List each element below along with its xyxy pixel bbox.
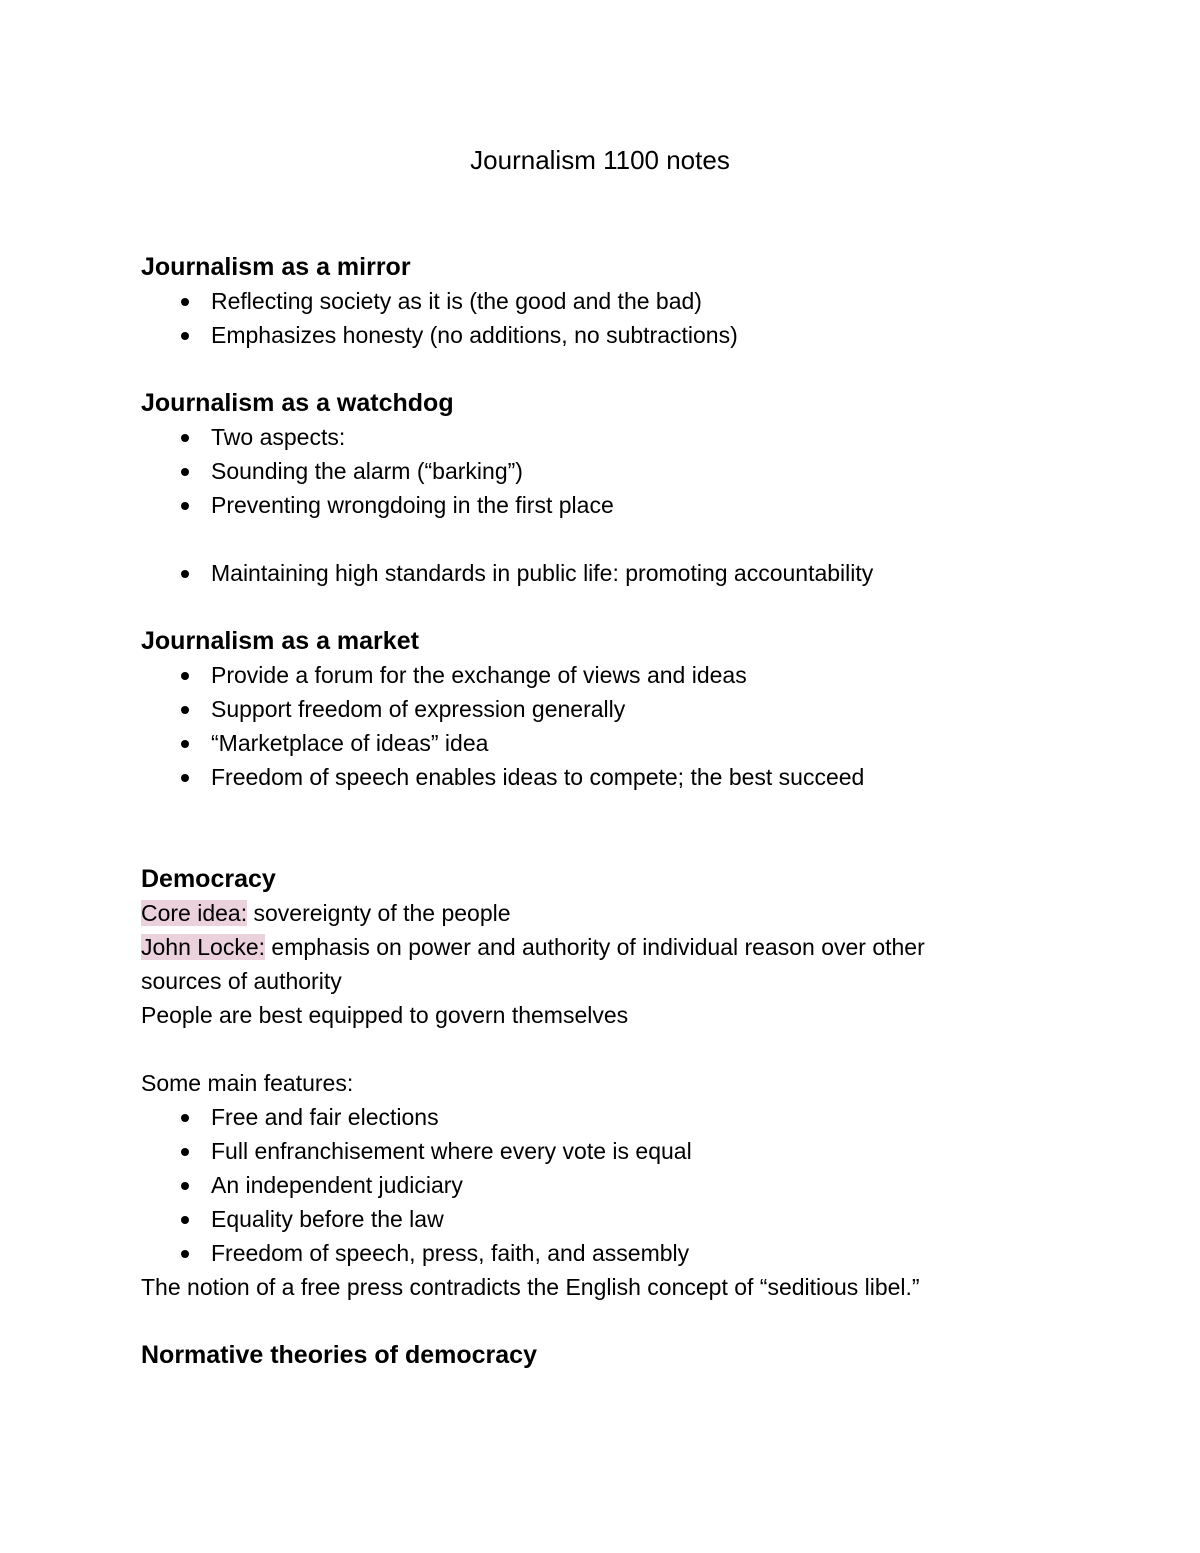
market-list bbox=[141, 658, 1041, 794]
highlighted-label: Core idea: bbox=[141, 900, 248, 926]
watchdog-list-continued bbox=[141, 556, 1041, 590]
list-item: Reflecting society as it is (the good and the bad) bbox=[141, 284, 1041, 318]
core-idea-line: Core idea: sovereignty of the people bbox=[141, 900, 511, 926]
bullet-icon bbox=[181, 1114, 189, 1122]
list-item: Freedom of speech, press, faith, and assembly bbox=[141, 1236, 1041, 1270]
bullet-icon bbox=[181, 672, 189, 680]
list-item: Preventing wrongdoing in the first place bbox=[141, 488, 1041, 522]
list-item: Sounding the alarm (“barking”) bbox=[141, 454, 1041, 488]
bullet-icon bbox=[181, 706, 189, 714]
document-body bbox=[141, 250, 1041, 1372]
people-line: People are best equipped to govern themselves bbox=[141, 1002, 629, 1028]
section-heading-watchdog: Journalism as a watchdog bbox=[141, 389, 454, 417]
section-heading-market: Journalism as a market bbox=[141, 627, 419, 655]
document-title: Journalism 1100 notes bbox=[470, 145, 730, 175]
list-item: Emphasizes honesty (no additions, no subtractions) bbox=[141, 318, 1041, 352]
john-locke-line-continued: sources of authority bbox=[141, 968, 342, 994]
list-item: Provide a forum for the exchange of views and ideas bbox=[141, 658, 1041, 692]
closing-line: The notion of a free press contradicts the English concept of “seditious libel.” bbox=[141, 1274, 920, 1300]
list-item: Freedom of speech enables ideas to compete; the best succeed bbox=[141, 760, 1041, 794]
mirror-list bbox=[141, 284, 1041, 352]
bullet-icon bbox=[181, 298, 189, 306]
section-heading-normative: Normative theories of democracy bbox=[141, 1341, 537, 1369]
bullet-icon bbox=[181, 502, 189, 510]
bullet-icon bbox=[181, 468, 189, 476]
john-locke-line: John Locke: emphasis on power and authority of individual reason over other bbox=[141, 934, 925, 960]
list-item: Full enfranchisement where every vote is equal bbox=[141, 1134, 1041, 1168]
bullet-icon bbox=[181, 1148, 189, 1156]
list-item: “Marketplace of ideas” idea bbox=[141, 726, 1041, 760]
bullet-icon bbox=[181, 434, 189, 442]
watchdog-list bbox=[141, 420, 1041, 522]
list-item: An independent judiciary bbox=[141, 1168, 1041, 1202]
bullet-icon bbox=[181, 332, 189, 340]
bullet-icon bbox=[181, 1250, 189, 1258]
list-item: Free and fair elections bbox=[141, 1100, 1041, 1134]
list-item: Two aspects: bbox=[141, 420, 1041, 454]
section-heading-democracy: Democracy bbox=[141, 865, 276, 893]
section-heading-mirror: Journalism as a mirror bbox=[141, 253, 411, 281]
list-item: Equality before the law bbox=[141, 1202, 1041, 1236]
bullet-icon bbox=[181, 774, 189, 782]
list-item: Maintaining high standards in public life: promoting accountability bbox=[141, 556, 1041, 590]
bullet-icon bbox=[181, 1216, 189, 1224]
list-item: Support freedom of expression generally bbox=[141, 692, 1041, 726]
bullet-icon bbox=[181, 1182, 189, 1190]
democracy-features-list bbox=[141, 1100, 1041, 1270]
features-intro: Some main features: bbox=[141, 1070, 354, 1096]
bullet-icon bbox=[181, 570, 189, 578]
bullet-icon bbox=[181, 740, 189, 748]
highlighted-label: John Locke: bbox=[141, 934, 266, 960]
